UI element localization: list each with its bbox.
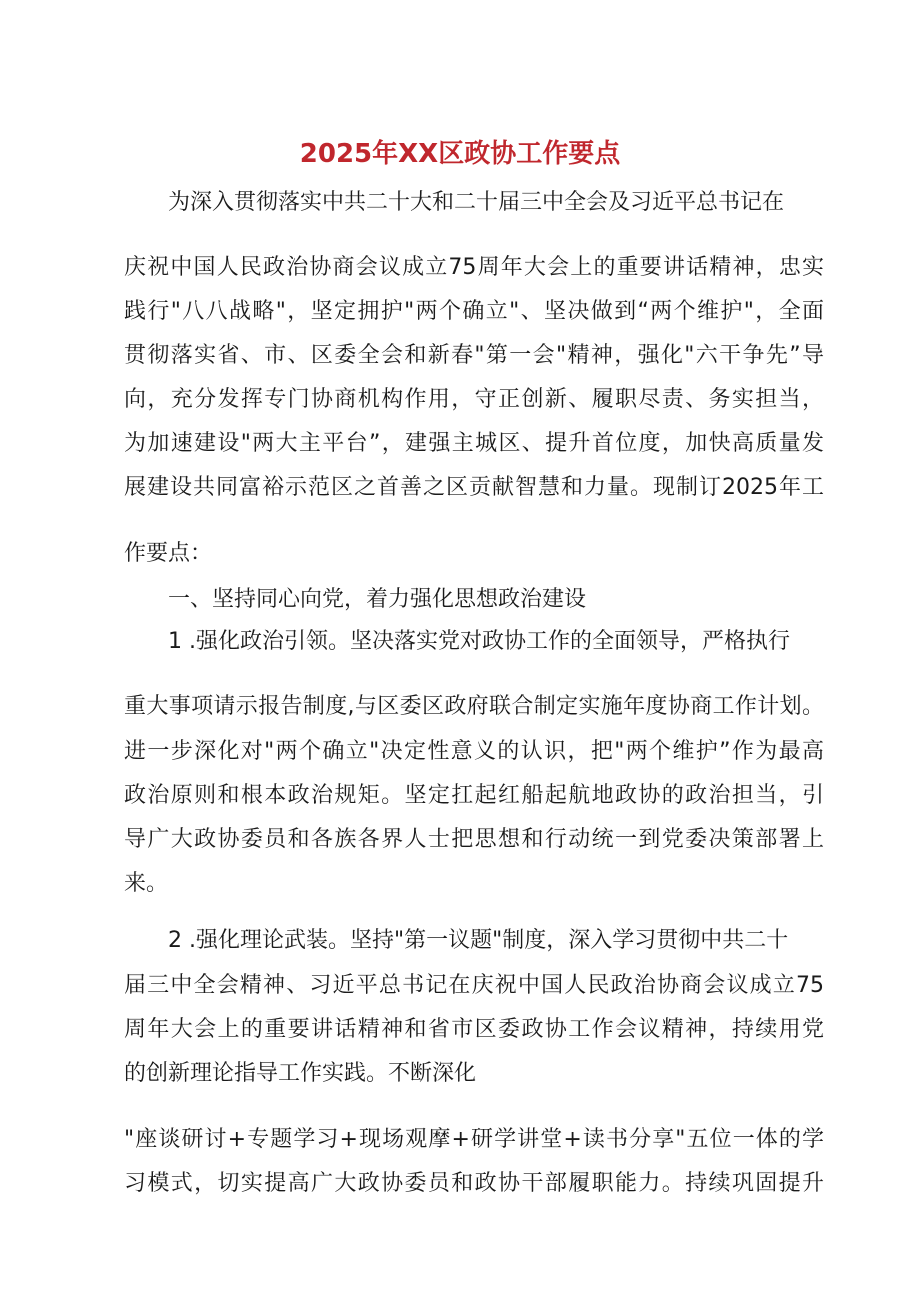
- paragraph-line: 为加速建设"两大主平台”，建强主城区、提升首位度，加快高质量发: [124, 431, 824, 456]
- paragraph-line: 政治原则和根本政治规矩。坚定扛起红船起航地政协的政治担当，引: [124, 783, 824, 808]
- paragraph-line: 为深入贯彻落实中共二十大和二十届三中全会及习近平总书记在: [168, 190, 785, 215]
- paragraph-line: 习模式，切实提高广大政协委员和政协干部履职能力。持续巩固提升: [124, 1171, 824, 1196]
- paragraph-line: 来。: [124, 871, 169, 896]
- paragraph-line: 届三中全会精神、习近平总书记在庆祝中国人民政治协商会议成立75: [124, 973, 824, 998]
- paragraph-line: 展建设共同富裕示范区之首善之区贡献智慧和力量。现制订2025年工: [124, 475, 824, 500]
- paragraph-line: 贯彻落实省、市、区委全会和新春"第一会"精神，强化"六干争先”导: [124, 343, 824, 368]
- paragraph-line: 导广大政协委员和各族各界人士把思想和行动统一到党委决策部署上: [124, 827, 824, 852]
- section-heading: 一、坚持同心向党，着力强化思想政治建设: [168, 587, 587, 612]
- paragraph-line: 向，充分发挥专门协商机构作用，守正创新、履职尽责、务实担当，: [124, 387, 824, 412]
- paragraph-line: "座谈研讨+专题学习+现场观摩+研学讲堂+读书分享"五位一体的学: [124, 1127, 824, 1152]
- paragraph-line: 的创新理论指导工作实践。不断深化: [124, 1061, 477, 1086]
- paragraph-line: 1 .强化政治引领。坚决落实党对政协工作的全面领导，严格执行: [168, 629, 790, 654]
- paragraph-line: 进一步深化对"两个确立"决定性意义的认识，把"两个维护”作为最高: [124, 739, 824, 764]
- paragraph-line: 周年大会上的重要讲话精神和省市区委政协工作会议精神，持续用党: [124, 1017, 824, 1042]
- paragraph-line: 庆祝中国人民政治协商会议成立75周年大会上的重要讲话精神，忠实: [124, 255, 824, 280]
- paragraph-line: 践行"八八战略"，坚定拥护"两个确立"、坚决做到“两个维护"，全面: [124, 299, 824, 324]
- paragraph-line: 重大事项请示报告制度,与区委区政府联合制定实施年度协商工作计划。: [124, 694, 824, 719]
- paragraph-line: 2 .强化理论武装。坚持"第一议题"制度，深入学习贯彻中共二十: [168, 928, 789, 953]
- paragraph-line: 作要点：: [124, 541, 213, 566]
- document-title: 2025年XX区政协工作要点: [299, 139, 621, 169]
